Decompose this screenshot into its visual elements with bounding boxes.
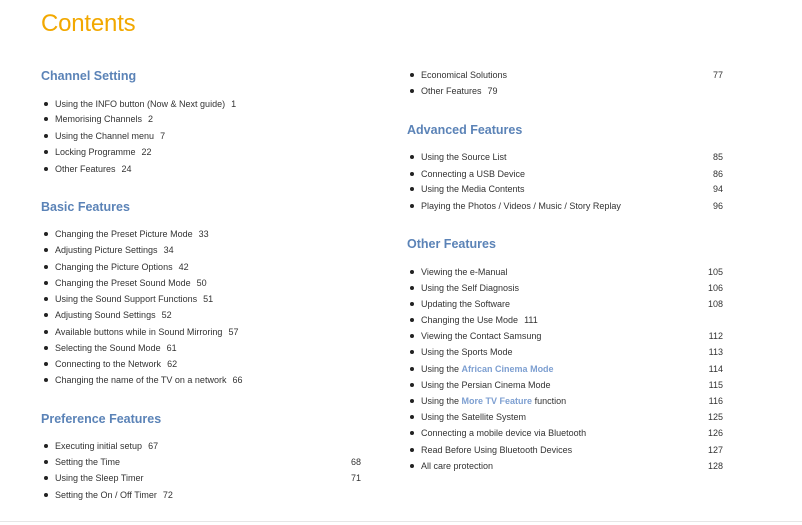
toc-item[interactable]: Changing the Picture Options 42 [41,260,361,274]
toc-item[interactable]: Available buttons while in Sound Mirroring 57 [41,325,361,339]
bullet-icon [44,248,48,252]
bullet-icon [44,297,48,301]
bullet-icon [44,378,48,382]
bullet-icon [410,187,414,191]
toc-item[interactable]: Using the African Cinema Mode 114 [407,362,723,376]
toc-item[interactable]: Changing the Use Mode 111 [407,313,723,327]
bullet-icon [410,318,414,322]
toc-item[interactable]: Locking Programme 22 [41,145,361,159]
toc-item[interactable]: Selecting the Sound Mode 61 [41,341,361,355]
bullet-icon [410,448,414,452]
highlight-link[interactable]: More TV Feature [461,396,533,406]
bullet-icon [44,281,48,285]
bullet-icon [44,134,48,138]
bullet-icon [410,172,414,176]
bullet-icon [44,265,48,269]
bullet-icon [410,367,414,371]
toc-item[interactable]: Other Features 79 [407,84,723,98]
bullet-icon [44,117,48,121]
bullet-icon [410,415,414,419]
toc-item[interactable]: Using the Sleep Timer 71 [41,471,361,485]
toc-item[interactable]: Using the INFO button (Now & Next guide) 1 [41,97,361,111]
toc-item[interactable]: Memorising Channels 2 [41,112,361,126]
toc-item[interactable]: Using the Media Contents 94 [407,182,723,196]
bullet-icon [44,362,48,366]
toc-item[interactable]: Connecting a USB Device 86 [407,167,723,181]
bullet-icon [410,204,414,208]
bullet-icon [410,383,414,387]
page-title: Contents [41,10,136,37]
section-title-other-features[interactable]: Other Features [407,237,496,251]
section-title-channel-setting[interactable]: Channel Setting [41,69,137,83]
bullet-icon [44,476,48,480]
bullet-icon [410,399,414,403]
bullet-icon [410,350,414,354]
bullet-icon [410,270,414,274]
bullet-icon [44,444,48,448]
bullet-icon [410,302,414,306]
toc-item[interactable]: Using the More TV Feature function 116 [407,394,723,408]
highlight-link[interactable]: African Cinema Mode [461,364,554,374]
toc-item[interactable]: Using the Sports Mode 113 [407,345,723,359]
toc-item[interactable]: Adjusting Sound Settings 52 [41,308,361,322]
toc-item[interactable]: Executing initial setup 67 [41,439,361,453]
bullet-icon [410,431,414,435]
toc-item[interactable]: Read Before Using Bluetooth Devices 127 [407,443,723,457]
toc-item[interactable]: Changing the name of the TV on a network 66 [41,373,361,387]
section-title-preference-features[interactable]: Preference Features [41,412,162,426]
toc-item[interactable]: Connecting a mobile device via Bluetooth 126 [407,426,723,440]
bullet-icon [410,155,414,159]
toc-item[interactable]: Using the Persian Cinema Mode 115 [407,378,723,392]
toc-item[interactable]: Setting the On / Off Timer 72 [41,488,361,502]
toc-item[interactable]: Connecting to the Network 62 [41,357,361,371]
bullet-icon [410,73,414,77]
bullet-icon [44,330,48,334]
bullet-icon [410,334,414,338]
toc-item[interactable]: Using the Source List 85 [407,150,723,164]
toc-item[interactable]: Setting the Time 68 [41,455,361,469]
toc-item[interactable]: All care protection 128 [407,459,723,473]
bullet-icon [44,346,48,350]
toc-item[interactable]: Using the Channel menu 7 [41,129,361,143]
toc-item[interactable]: Using the Satellite System 125 [407,410,723,424]
bullet-icon [44,493,48,497]
section-title-basic-features[interactable]: Basic Features [41,200,130,214]
toc-item[interactable]: Economical Solutions 77 [407,68,723,82]
bullet-icon [410,286,414,290]
bullet-icon [44,102,48,106]
toc-item[interactable]: Playing the Photos / Videos / Music / Story Replay 96 [407,199,723,213]
toc-item[interactable]: Viewing the Contact Samsung 112 [407,329,723,343]
bullet-icon [410,89,414,93]
toc-item[interactable]: Changing the Preset Picture Mode 33 [41,227,361,241]
bullet-icon [44,232,48,236]
toc-item[interactable]: Updating the Software 108 [407,297,723,311]
bullet-icon [410,464,414,468]
bullet-icon [44,150,48,154]
section-title-advanced-features[interactable]: Advanced Features [407,123,523,137]
bottom-divider [0,521,802,522]
toc-item[interactable]: Changing the Preset Sound Mode 50 [41,276,361,290]
toc-item[interactable]: Adjusting Picture Settings 34 [41,243,361,257]
bullet-icon [44,167,48,171]
toc-item[interactable]: Viewing the e-Manual 105 [407,265,723,279]
toc-item[interactable]: Using the Self Diagnosis 106 [407,281,723,295]
toc-item[interactable]: Other Features 24 [41,162,361,176]
bullet-icon [44,313,48,317]
bullet-icon [44,460,48,464]
toc-item[interactable]: Using the Sound Support Functions 51 [41,292,361,306]
